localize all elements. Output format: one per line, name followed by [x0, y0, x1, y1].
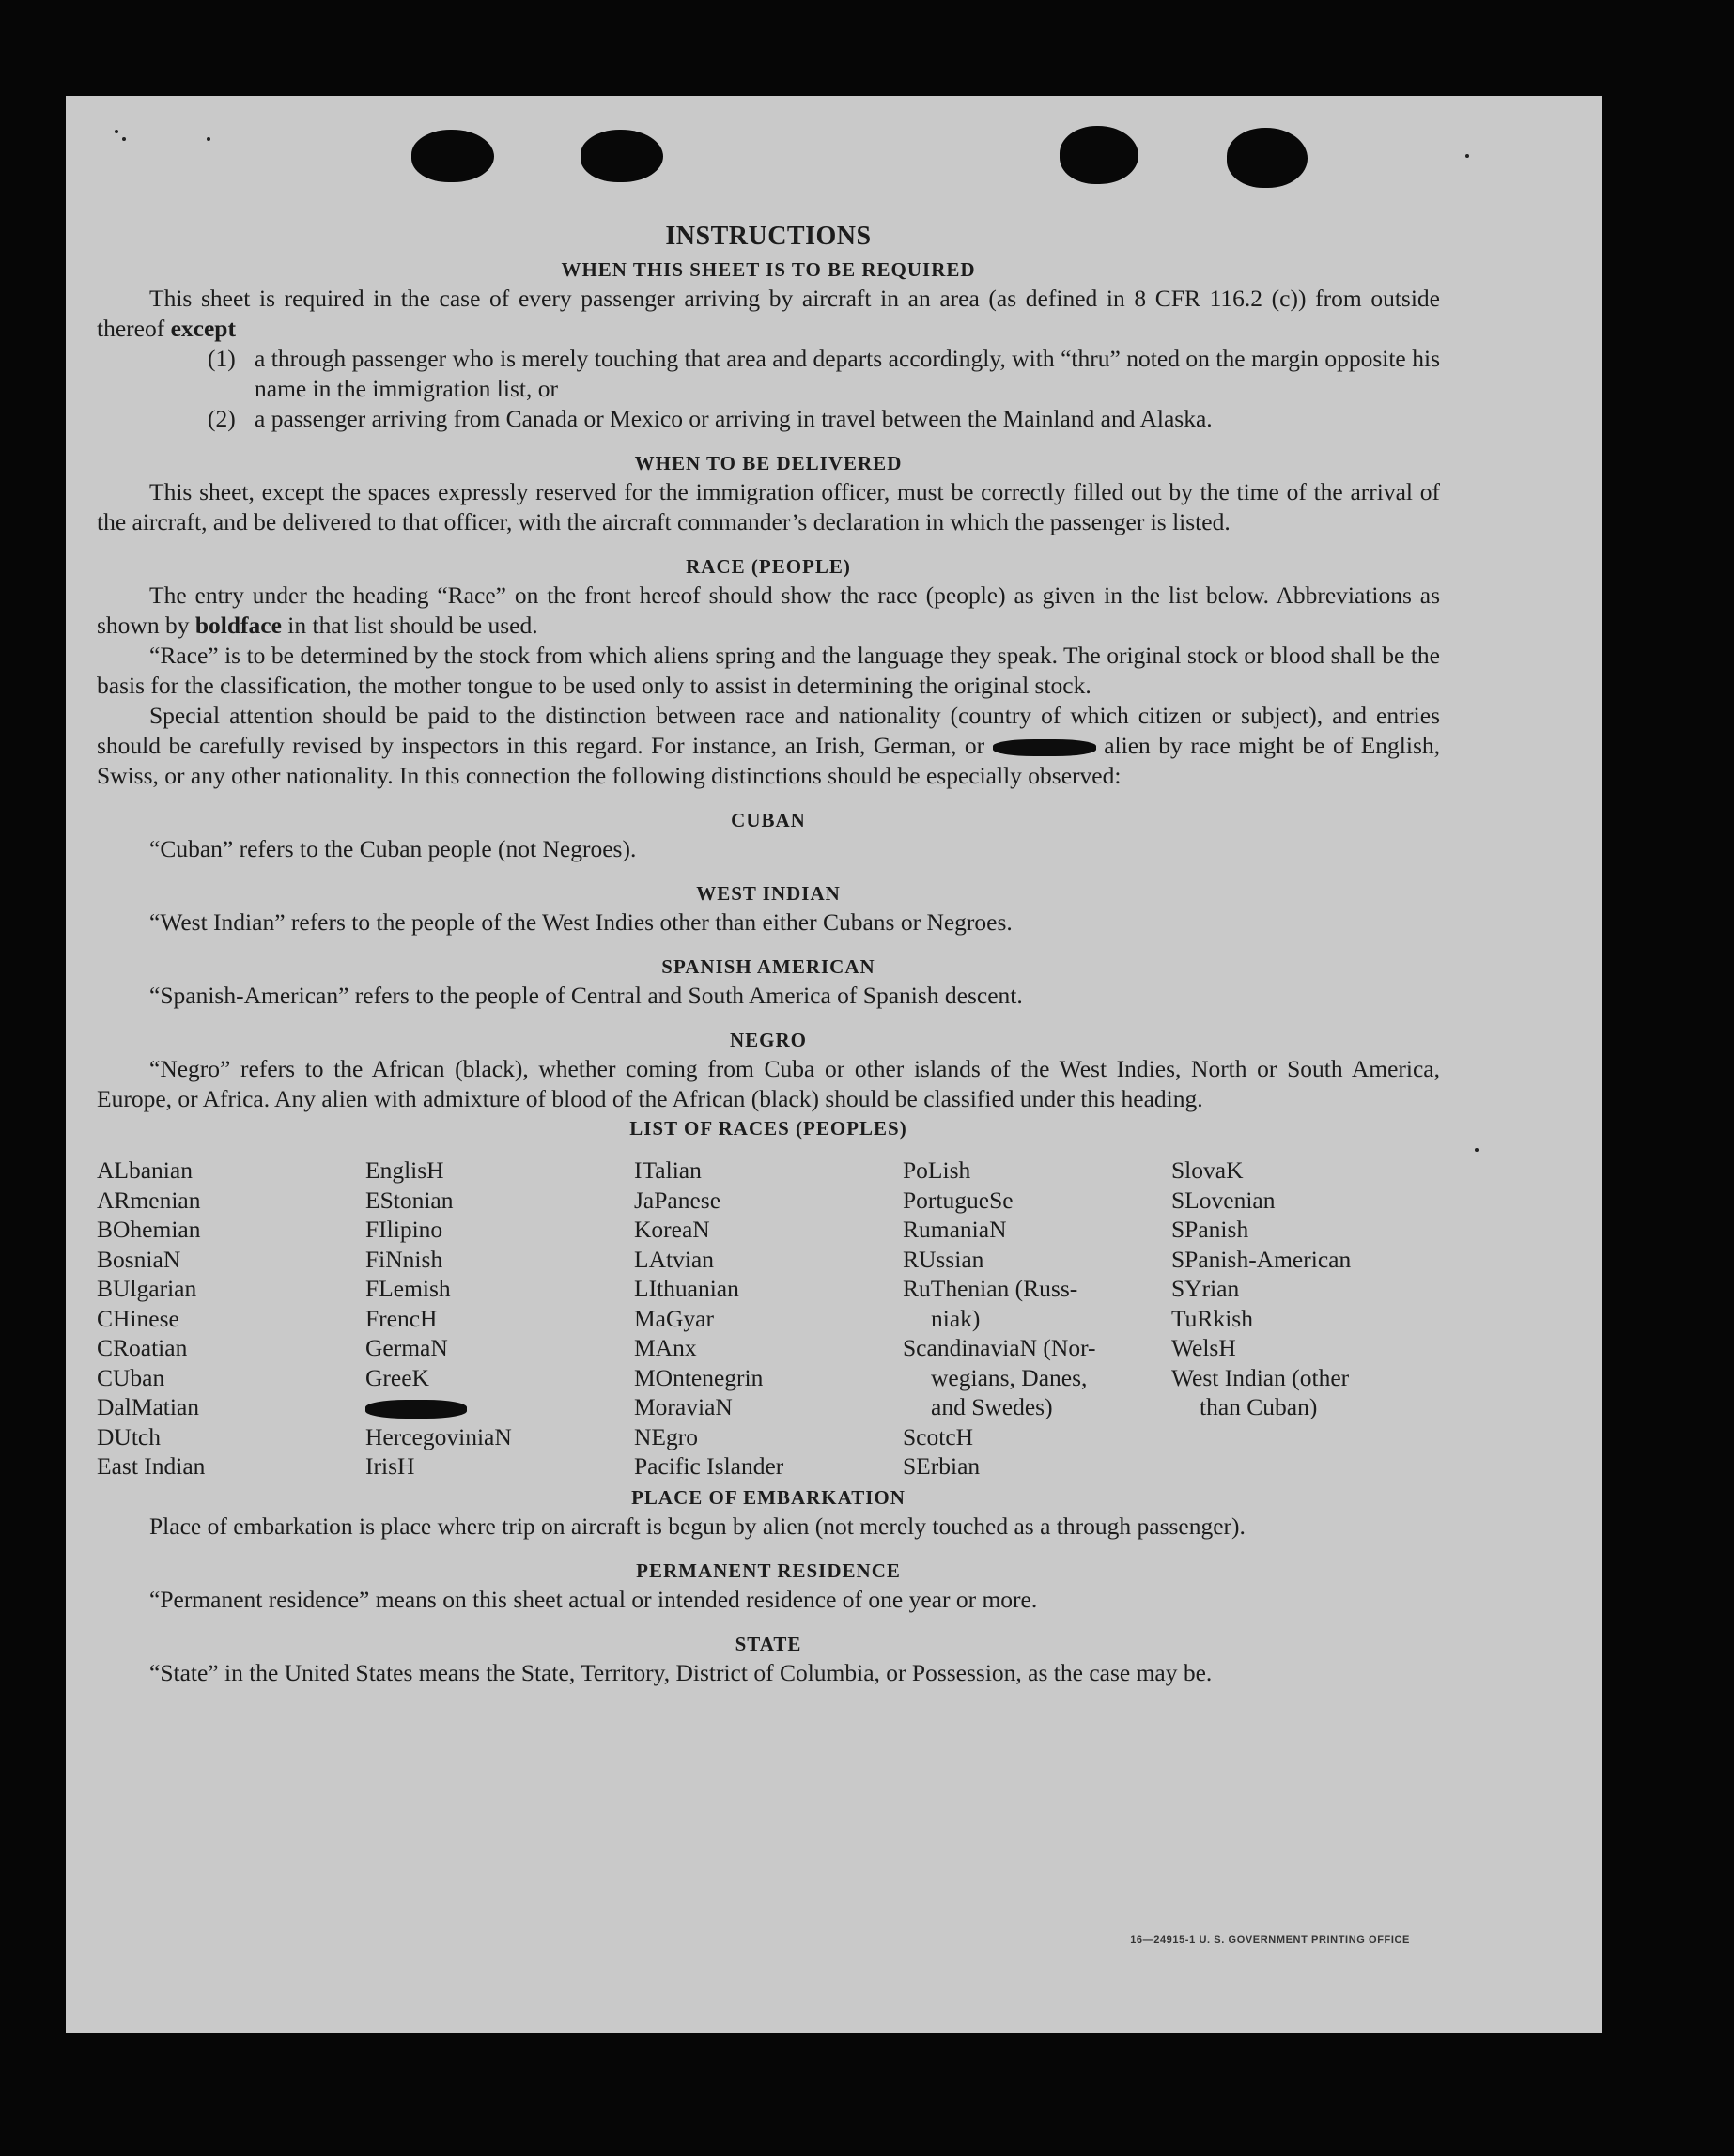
section-heading-state: STATE — [735, 1632, 802, 1655]
section-heading-negro: NEGRO — [729, 1029, 807, 1051]
section-heading-required: WHEN THIS SHEET IS TO BE REQUIRED — [561, 258, 976, 281]
race-entry: MaGyar — [634, 1304, 714, 1332]
race-entry: EnglisH — [365, 1156, 444, 1184]
race-entry: FrencH — [365, 1304, 438, 1332]
race-entry-continued: niak) — [931, 1304, 981, 1332]
race-entry: GreeK — [365, 1363, 429, 1391]
section-heading-west-indian: WEST INDIAN — [696, 882, 841, 905]
embarkation-text: Place of embarkation is place where trip on aircraft is begun by alien (not merely touched as a through passenger). — [149, 1512, 1246, 1540]
section-heading-embarkation: PLACE OF EMBARKATION — [631, 1485, 906, 1509]
race-entry: ALbanian — [97, 1156, 193, 1184]
race-entry: SErbian — [903, 1452, 981, 1480]
punch-hole — [581, 130, 663, 182]
race-entry: ITalian — [634, 1156, 702, 1184]
race-entry: SlovaK — [1171, 1156, 1244, 1184]
race-column-4 — [903, 1156, 1171, 1481]
race-entry: SYrian — [1171, 1275, 1240, 1302]
spanish-american-text: “Spanish-American” refers to the people of Central and South America of Spanish descent. — [149, 982, 1023, 1009]
section-heading-list: LIST OF RACES (PEOPLES) — [629, 1117, 907, 1140]
negro-text: “Negro” refers to the African (black), whether coming from Cuba or other islands of the West Indies, North or South America, Europe, or Africa. Any alien with admixture of blood of the African (black) should be classified under this heading. — [97, 1055, 1440, 1112]
race-entry: MAnx — [634, 1334, 697, 1361]
race-entry: West Indian (other — [1171, 1363, 1350, 1391]
race-list — [97, 1156, 1440, 1481]
race-entry: TuRkish — [1171, 1304, 1253, 1332]
race-entry: KoreaN — [634, 1216, 710, 1243]
race-entry: WelsH — [1171, 1334, 1236, 1361]
race-entry: JaPanese — [634, 1186, 721, 1214]
race-entry: Pacific Islander — [634, 1452, 784, 1480]
state-text: “State” in the United States means the State, Territory, District of Columbia, or Possession, as the case may be. — [149, 1658, 1213, 1686]
section-heading-race: RACE (PEOPLE) — [686, 555, 851, 578]
race-entry: FLemish — [365, 1275, 451, 1302]
race-entry: IrisH — [365, 1452, 415, 1480]
race-entry: MoraviaN — [634, 1393, 733, 1420]
race-entry: PortugueSe — [903, 1186, 1014, 1214]
instructions-content — [97, 218, 1440, 1688]
race-entry: RUssian — [903, 1245, 984, 1273]
race-entry: CHinese — [97, 1304, 179, 1332]
race-paragraph-1: The entry under the heading “Race” on the front hereof should show the race (people) as given in the list below. Abbreviations as shown by boldface in that list should be used. — [97, 582, 1440, 639]
race-entry-continued: wegians, Danes, — [931, 1363, 1088, 1391]
speck — [1465, 154, 1469, 158]
delivered-text: This sheet, except the spaces expressly reserved for the immigration officer, must be correctly filled out by the time of the arrival of the aircraft, and be delivered to that officer, with the aircraft commander’s declaration in which the passenger is listed. — [97, 478, 1440, 535]
page-title: INSTRUCTIONS — [665, 222, 872, 251]
residence-text: “Permanent residence” means on this sheet actual or intended residence of one year or more. — [149, 1585, 1038, 1613]
race-column-1 — [97, 1156, 365, 1481]
punch-hole — [1060, 126, 1138, 184]
speck — [1475, 1148, 1479, 1152]
section-heading-delivered: WHEN TO BE DELIVERED — [634, 452, 903, 474]
section-heading-spanish-american: SPANISH AMERICAN — [661, 955, 875, 978]
race-entry: BUlgarian — [97, 1275, 197, 1302]
race-entry: CRoatian — [97, 1334, 188, 1361]
race-entry: BOhemian — [97, 1216, 201, 1243]
race-entry: HercegoviniaN — [365, 1422, 512, 1450]
printing-office-footer: 16—24915-1 U. S. GOVERNMENT PRINTING OFFICE — [1130, 1934, 1410, 1946]
race-entry: ARmenian — [97, 1186, 201, 1214]
race-entry: CUban — [97, 1363, 165, 1391]
race-column-5 — [1171, 1156, 1440, 1481]
race-column-3 — [634, 1156, 903, 1481]
race-paragraph-3: Special attention should be paid to the distinction between race and nationality (country of which citizen or subject), and entries should be carefully revised by inspectors in this regard. For instance, an Irish, German, or alien by race might be of English, Swiss, or any other nationality. In this connection the following distinctions should be especially observed: — [97, 702, 1441, 789]
race-entry: DalMatian — [97, 1393, 200, 1420]
redaction-mark — [365, 1400, 467, 1419]
race-entry: SLovenian — [1171, 1186, 1276, 1214]
race-entry-continued: than Cuban) — [1200, 1393, 1318, 1420]
race-entry: EStonian — [365, 1186, 454, 1214]
exception-item-2: (2) a passenger arriving from Canada or Mexico or arriving in travel between the Mainland and Alaska. — [208, 405, 1213, 432]
race-entry: East Indian — [97, 1452, 206, 1480]
exception-item-1: (1) a through passenger who is merely touching that area and departs accordingly, with “thru” noted on the margin opposite his name in the immigration list, or — [208, 345, 1440, 402]
punch-hole — [411, 130, 494, 182]
speck — [115, 130, 118, 133]
race-entry: FiNnish — [365, 1245, 443, 1273]
document-sheet — [66, 96, 1602, 2033]
race-column-2 — [365, 1156, 634, 1481]
required-intro: This sheet is required in the case of every passenger arriving by aircraft in an area (as defined in 8 CFR 116.2 (c)) from outside thereof except — [97, 285, 1440, 342]
race-entry: RuThenian (Russ- — [903, 1275, 1078, 1302]
section-heading-cuban: CUBAN — [731, 809, 806, 831]
redaction-mark — [993, 739, 1096, 756]
section-heading-residence: PERMANENT RESIDENCE — [636, 1559, 901, 1582]
race-entry: LAtvian — [634, 1245, 714, 1273]
race-paragraph-2: “Race” is to be determined by the stock from which aliens spring and the language they speak. The original stock or blood shall be the basis for the classification, the mother tongue to be used only to assist in determining the original stock. — [97, 642, 1440, 699]
race-entry: ScandinaviaN (Nor- — [903, 1334, 1096, 1361]
race-entry: MOntenegrin — [634, 1363, 764, 1391]
race-entry: FIlipino — [365, 1216, 443, 1243]
speck — [122, 137, 126, 141]
race-entry: ScotcH — [903, 1422, 974, 1450]
race-entry: RumaniaN — [903, 1216, 1007, 1243]
race-entry-continued: and Swedes) — [931, 1393, 1053, 1420]
race-entry: GermaN — [365, 1334, 448, 1361]
west-indian-text: “West Indian” refers to the people of the West Indies other than either Cubans or Negroes. — [149, 908, 1013, 936]
race-entry-redacted — [365, 1392, 634, 1422]
punch-hole — [1227, 128, 1308, 188]
race-entry: SPanish — [1171, 1216, 1249, 1243]
race-entry: BosniaN — [97, 1245, 181, 1273]
race-entry: DUtch — [97, 1422, 161, 1450]
race-entry: PoLish — [903, 1156, 971, 1184]
speck — [207, 137, 210, 141]
race-entry: NEgro — [634, 1422, 698, 1450]
race-entry: SPanish-American — [1171, 1245, 1352, 1273]
race-entry: LIthuanian — [634, 1275, 739, 1302]
cuban-text: “Cuban” refers to the Cuban people (not Negroes). — [149, 835, 637, 862]
except-word: except — [170, 315, 236, 342]
